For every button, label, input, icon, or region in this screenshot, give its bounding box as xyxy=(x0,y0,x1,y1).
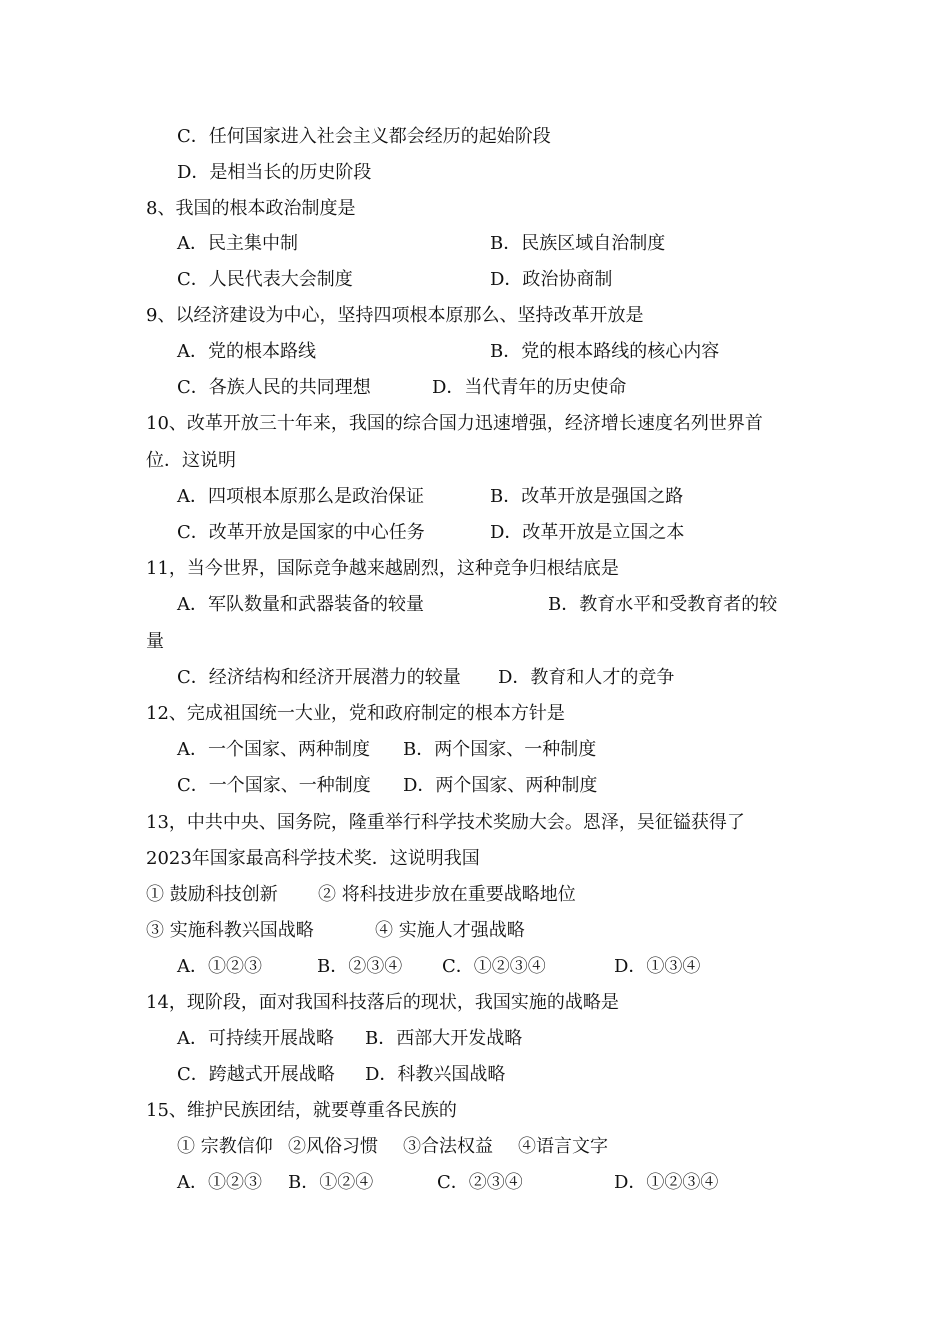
q9-option-d: D．当代青年的历史使命 xyxy=(432,377,627,398)
q14-option-a: A．可持续开展战略 xyxy=(177,1028,334,1049)
q10-option-d: D．改革开放是立国之本 xyxy=(490,522,685,543)
q14-option-c: C．跨越式开展战略 xyxy=(177,1064,335,1085)
q12-stem: 12、完成祖国统一大业，党和政府制定的根本方针是 xyxy=(146,703,565,724)
q14-option-d: D．科教兴国战略 xyxy=(365,1064,506,1085)
q14-option-b: B．西部大开发战略 xyxy=(365,1028,523,1049)
q10-option-c: C．改革开放是国家的中心任务 xyxy=(177,522,425,543)
q9-stem: 9、以经济建设为中心，坚持四项根本原那么、坚持改革开放是 xyxy=(146,305,644,326)
q9-option-b: B．党的根本路线的核心内容 xyxy=(490,341,720,362)
q13-stem-line-1: 13，中共中央、国务院，隆重举行科学技术奖励大会。恩泽，吴征镒获得了 xyxy=(146,812,745,833)
q15-stem: 15、维护民族团结，就要尊重各民族的 xyxy=(146,1100,457,1121)
q15-item-4: ④语言文字 xyxy=(518,1136,608,1157)
q12-option-a: A．一个国家、两种制度 xyxy=(177,739,370,760)
q10-stem-line-1: 10、改革开放三十年来，我国的综合国力迅速增强，经济增长速度名列世界首 xyxy=(146,413,763,434)
q15-option-d: D．①②③④ xyxy=(614,1172,719,1193)
q15-option-a: A．①②③ xyxy=(177,1172,262,1193)
q8-option-d: D．政治协商制 xyxy=(490,269,613,290)
q13-option-d: D．①③④ xyxy=(614,956,701,977)
q15-item-1: ① 宗教信仰 xyxy=(177,1136,273,1157)
q13-item-1: ① 鼓励科技创新 xyxy=(146,884,278,905)
q14-stem: 14，现阶段，面对我国科技落后的现状，我国实施的战略是 xyxy=(146,992,619,1013)
q15-option-b: B．①②④ xyxy=(288,1172,374,1193)
q11-option-c: C．经济结构和经济开展潜力的较量 xyxy=(177,667,461,688)
q12-option-c: C．一个国家、一种制度 xyxy=(177,775,371,796)
q7-option-d: D．是相当长的历史阶段 xyxy=(177,162,372,183)
q8-option-c: C．人民代表大会制度 xyxy=(177,269,353,290)
q8-option-b: B．民族区域自治制度 xyxy=(490,233,666,254)
q8-stem: 8、我国的根本政治制度是 xyxy=(146,198,356,219)
q12-option-d: D．两个国家、两种制度 xyxy=(403,775,598,796)
q9-option-c: C．各族人民的共同理想 xyxy=(177,377,371,398)
q13-option-a: A．①②③ xyxy=(177,956,262,977)
q13-stem-line-2: 2023年国家最高科学技术奖．这说明我国 xyxy=(146,848,480,869)
q11-option-b: B．教育水平和受教育者的较 xyxy=(548,594,778,615)
q10-option-a: A．四项根本原那么是政治保证 xyxy=(177,486,424,507)
q12-option-b: B．两个国家、一种制度 xyxy=(403,739,597,760)
q9-option-a: A．党的根本路线 xyxy=(177,341,316,362)
q15-item-2: ②风俗习惯 xyxy=(288,1136,378,1157)
q15-option-c: C．②③④ xyxy=(437,1172,523,1193)
q7-option-c: C．任何国家进入社会主义都会经历的起始阶段 xyxy=(177,126,551,147)
q13-item-2: ② 将科技进步放在重要战略地位 xyxy=(318,884,576,905)
q8-option-a: A．民主集中制 xyxy=(177,233,298,254)
q13-option-c: C．①②③④ xyxy=(442,956,546,977)
q11-option-a: A．军队数量和武器装备的较量 xyxy=(177,594,424,615)
q13-item-4: ④ 实施人才强战略 xyxy=(375,920,525,941)
q10-stem-line-2: 位．这说明 xyxy=(146,450,236,471)
q11-stem: 11，当今世界，国际竞争越来越剧烈，这种竞争归根结底是 xyxy=(146,558,619,579)
q13-item-3: ③ 实施科教兴国战略 xyxy=(146,920,314,941)
q11-option-b-wrap: 量 xyxy=(146,631,164,652)
q15-item-3: ③合法权益 xyxy=(403,1136,493,1157)
q10-option-b: B．改革开放是强国之路 xyxy=(490,486,684,507)
q11-option-d: D．教育和人才的竞争 xyxy=(498,667,675,688)
q13-option-b: B．②③④ xyxy=(317,956,403,977)
